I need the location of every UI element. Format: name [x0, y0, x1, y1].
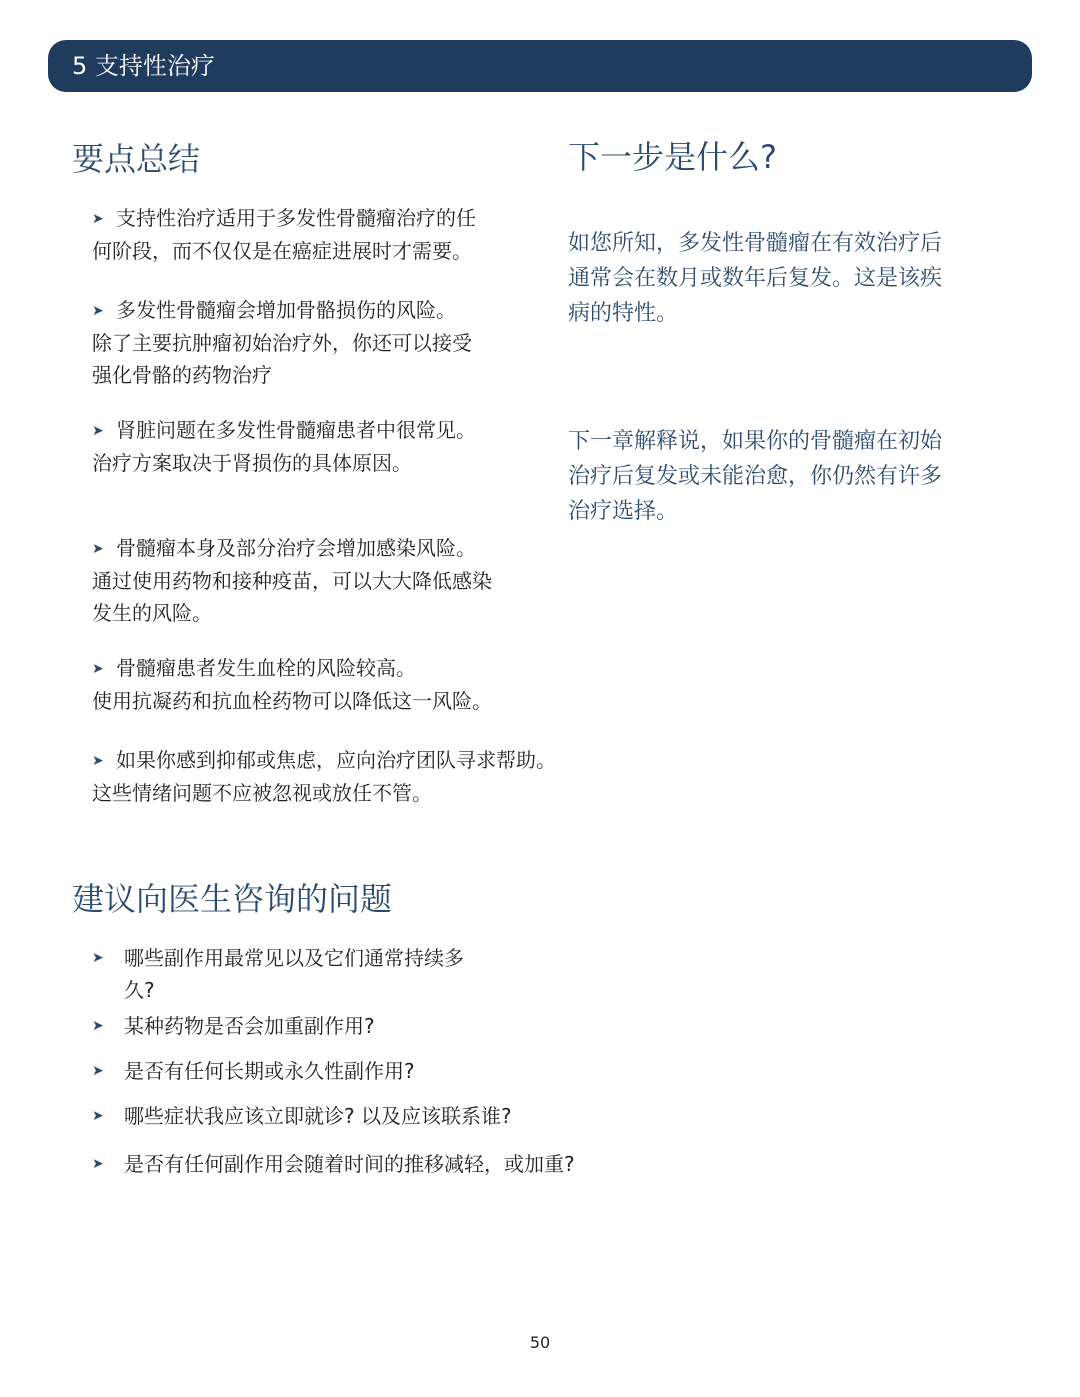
chevron-right-icon: ➤ [92, 950, 104, 966]
summary-item: ➤ 骨髓瘤本身及部分治疗会增加感染风险。 通过使用药物和接种疫苗，可以大大降低感染 发生的风险。 [92, 532, 492, 629]
chevron-right-icon: ➤ [92, 1108, 104, 1124]
question-item: ➤ 哪些症状我应该立即就诊? 以及应该联系谁? [92, 1100, 512, 1132]
questions-heading: 建议向医生咨询的问题 [72, 880, 393, 918]
chevron-right-icon: ➤ [92, 541, 104, 557]
question-item: ➤ 是否有任何长期或永久性副作用? [92, 1055, 415, 1087]
chevron-right-icon: ➤ [92, 661, 104, 677]
summary-item: ➤ 支持性治疗适用于多发性骨髓瘤治疗的任 何阶段，而不仅仅是在癌症进展时才需要。 [92, 202, 476, 267]
summary-item: ➤ 骨髓瘤患者发生血栓的风险较高。 使用抗凝药和抗血栓药物可以降低这一风险。 [92, 652, 492, 717]
next-steps-heading: 下一步是什么? [568, 138, 777, 176]
chapter-header-bar [48, 40, 1032, 92]
chevron-right-icon: ➤ [92, 211, 104, 227]
chevron-right-icon: ➤ [92, 753, 104, 769]
summary-heading: 要点总结 [72, 140, 201, 178]
chevron-right-icon: ➤ [92, 1063, 104, 1079]
chevron-right-icon: ➤ [92, 303, 104, 319]
chevron-right-icon: ➤ [92, 423, 104, 439]
question-item: ➤ 是否有任何副作用会随着时间的推移减轻，或加重? [92, 1148, 575, 1180]
next-steps-paragraph: 下一章解释说，如果你的骨髓瘤在初始 治疗后复发或未能治愈，你仍然有许多 治疗选择。 [568, 429, 943, 524]
summary-item: ➤ 多发性骨髓瘤会增加骨骼损伤的风险。 除了主要抗肿瘤初始治疗外，你还可以接受 强化骨骼的药物治疗 [92, 294, 472, 391]
chevron-right-icon: ➤ [92, 1156, 104, 1172]
summary-item: ➤ 肾脏问题在多发性骨髓瘤患者中很常见。 治疗方案取决于肾损伤的具体原因。 [92, 414, 476, 479]
chevron-right-icon: ➤ [92, 1018, 104, 1034]
page-number: 50 [529, 1333, 551, 1352]
chapter-title: 5 支持性治疗 [72, 52, 215, 80]
question-item: ➤ 某种药物是否会加重副作用? [92, 1010, 375, 1042]
summary-item: ➤ 如果你感到抑郁或焦虑，应向治疗团队寻求帮助。 这些情绪问题不应被忽视或放任不管。 [92, 744, 556, 809]
next-steps-paragraph: 如您所知，多发性骨髓瘤在有效治疗后 通常会在数月或数年后复发。这是该疾 病的特性。 [568, 231, 943, 326]
question-item: ➤ 哪些副作用最常见以及它们通常持续多 久? [92, 942, 464, 1006]
